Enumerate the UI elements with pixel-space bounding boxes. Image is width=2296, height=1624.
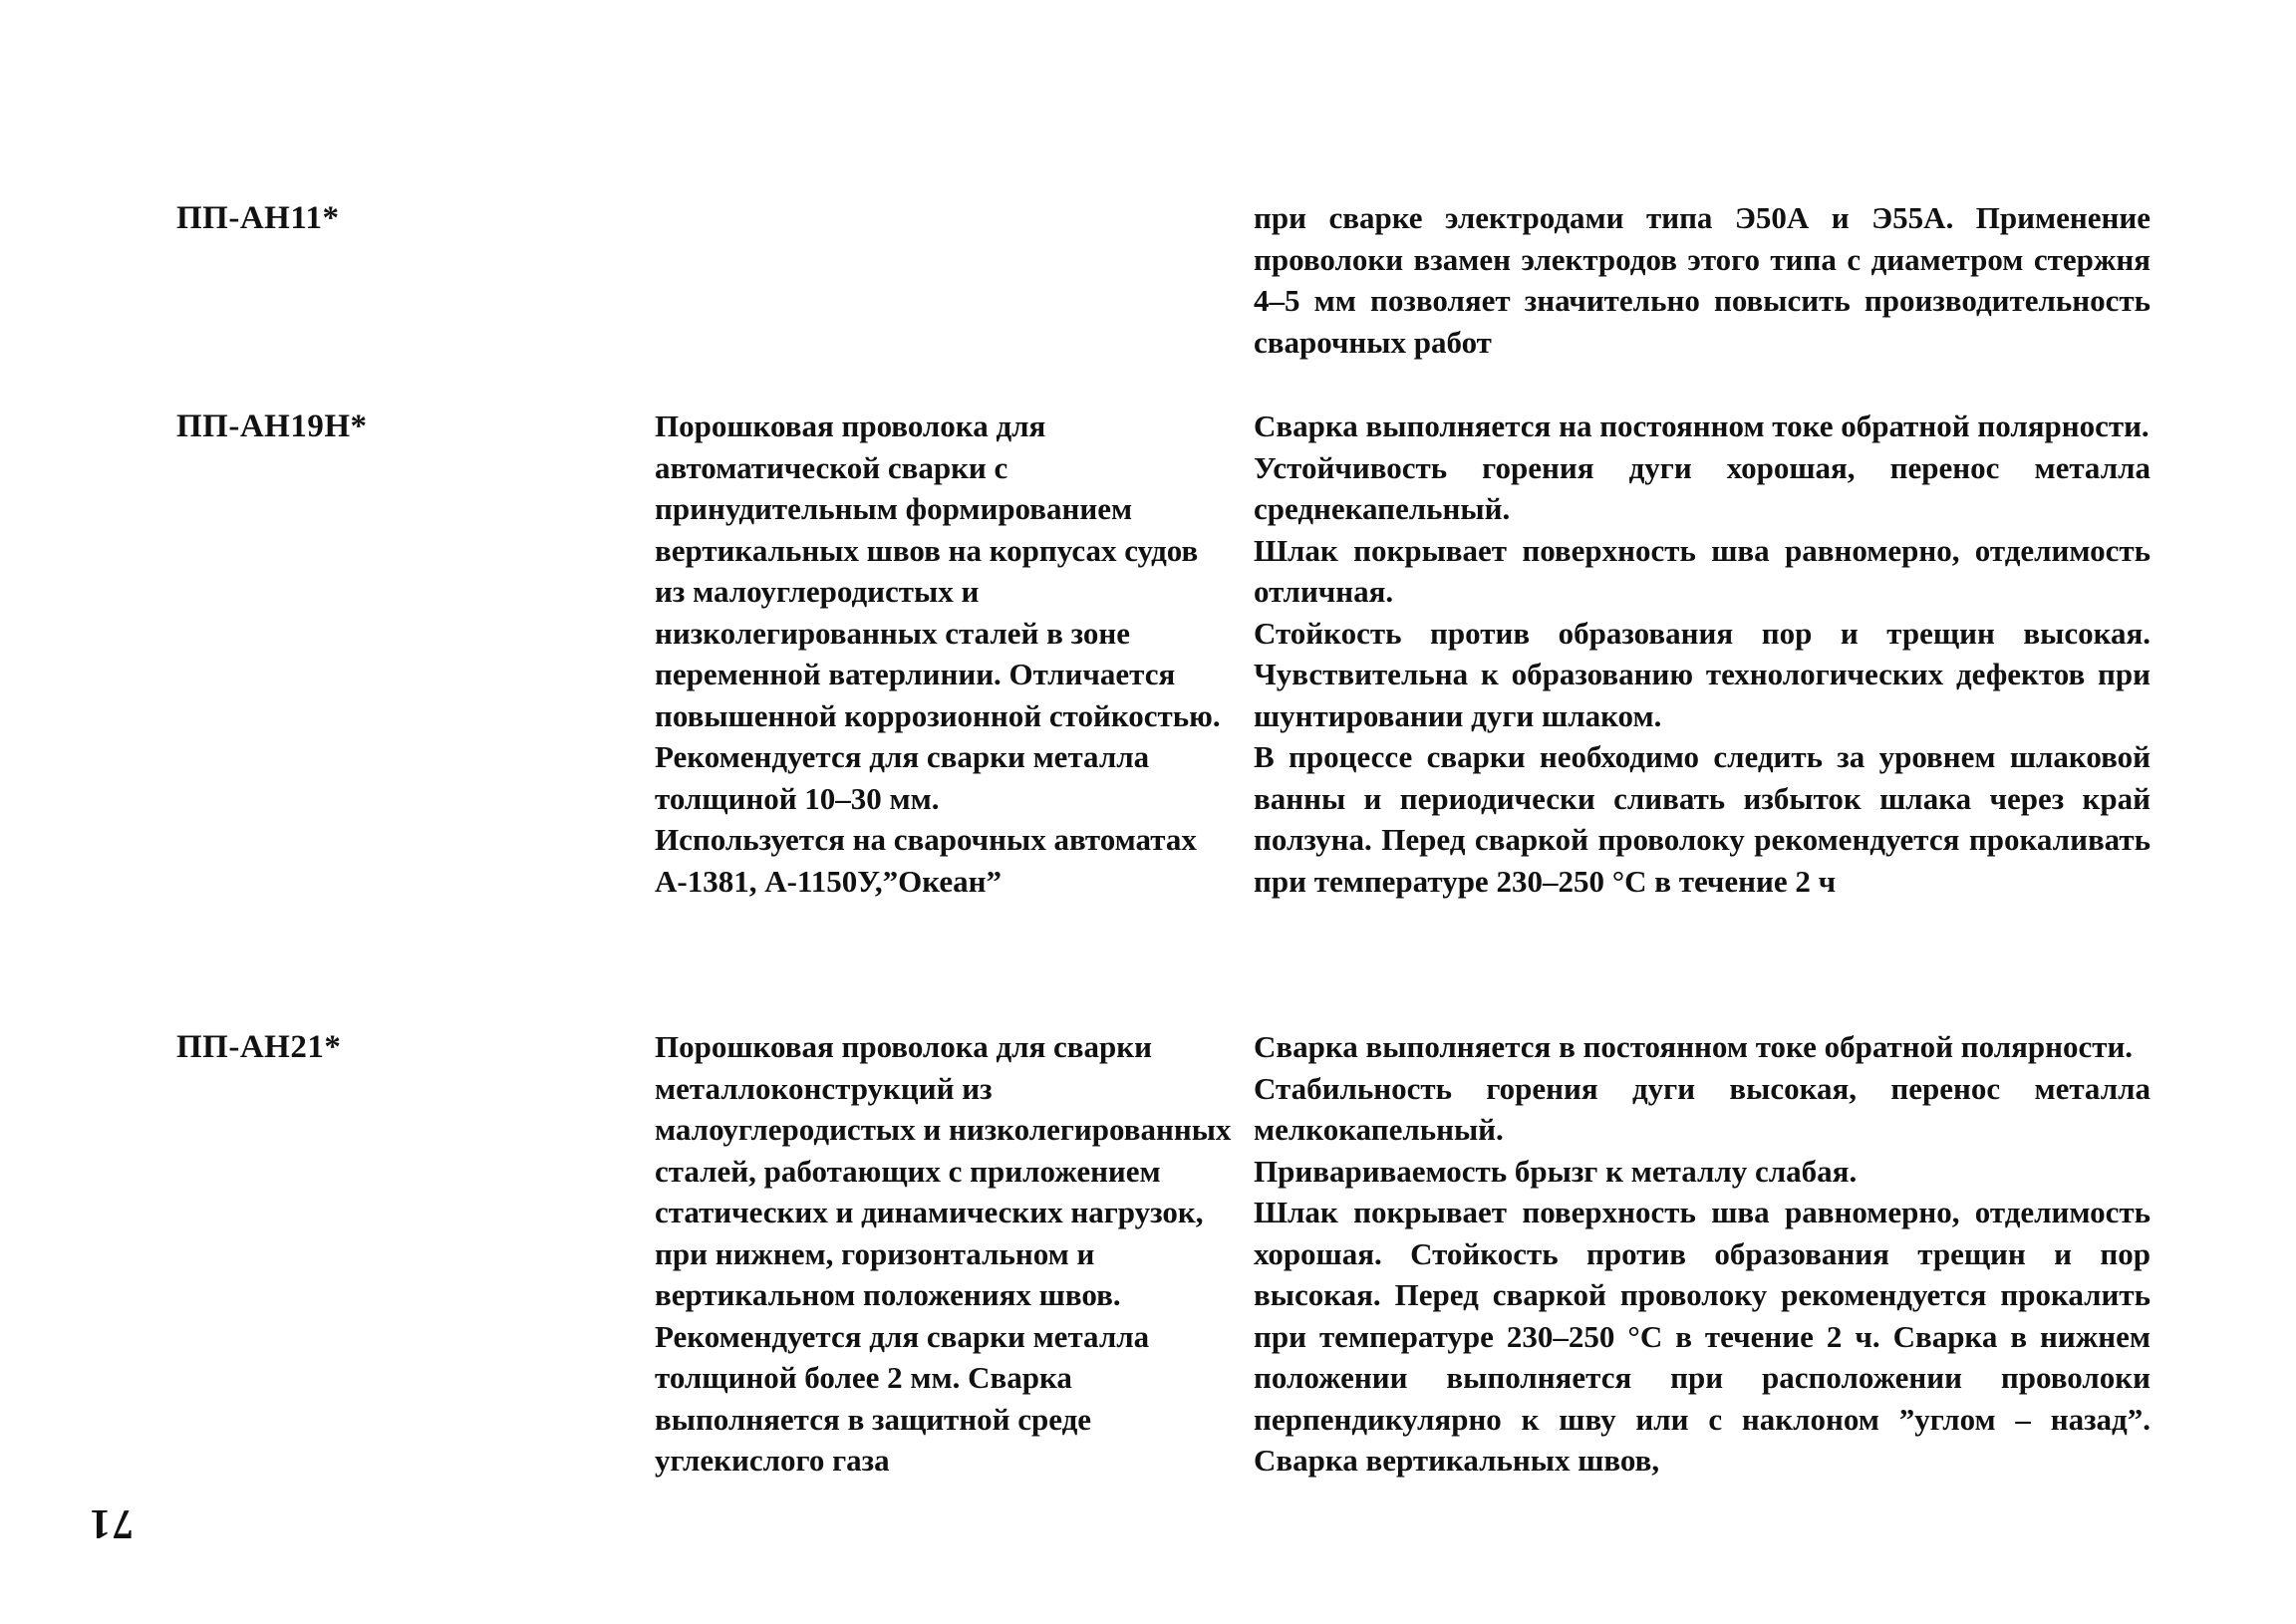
note-paragraph: Сварка выполняется в постоянном токе обратной полярности. (1254, 1029, 2134, 1064)
description-paragraph: Рекомендуется для сварки металла толщиной более 2 мм. Сварка выполняется в защитной среде углекислого газа (655, 1318, 1150, 1478)
note-paragraph: Сварка выполняется на постоянном токе обратной полярности. (1254, 408, 2150, 443)
description-paragraph: Рекомендуется для сварки металла толщиной 10–30 мм. (655, 739, 1150, 816)
notes-cell (1254, 406, 2151, 902)
description-paragraph: Порошковая проволока для сварки металлоконструкций из малоуглеродистых и низколегированных сталей, работающих с приложением статических и динамических нагрузок, при нижнем, горизонтальном и вертикальном положениях швов. (655, 1029, 1232, 1312)
note-paragraph: Устойчивость горения дуги хорошая, перенос металла среднекапельный. (1254, 449, 2151, 526)
notes-cell (1254, 197, 2151, 363)
note-paragraph: при сварке электродами типа Э50А и Э55А. Применение проволоки взамен электродов этого типа с диаметром стержня 4–5 мм позволяет значительно повысить производительность сварочных работ (1254, 200, 2151, 360)
wire-grade: ПП-АН21* (176, 1029, 342, 1065)
description-paragraph: Используется на сварочных автоматах А-1381, А-1150У,”Океан” (655, 822, 1197, 899)
note-paragraph: Шлак покрывает поверхность шва равномерно, отделимость отличная. (1254, 532, 2151, 609)
description-cell (655, 1026, 1233, 1482)
description-cell (655, 406, 1233, 902)
note-paragraph: Шлак покрывает поверхность шва равномерно, отделимость хорошая. Стойкость против образования трещин и пор высокая. Перед сваркой проволоку рекомендуется прокалить при температуре 230–250 °С в течение 2 ч. Сварка в нижнем положении выполняется при расположении проволоки перпендикулярно к шву или с наклоном ”углом – назад”. Сварка вертикальных швов, (1254, 1195, 2151, 1478)
note-paragraph: Стабильность горения дуги высокая, перенос металла мелкокапельный. (1254, 1070, 2151, 1147)
description-paragraph: Порошковая проволока для автоматической сварки с принудительным формированием вертикальных швов на корпусах судов из малоуглеродистых и низколегированных сталей в зоне переменной ватерлинии. Отличается повышенной коррозионной стойкостью. (655, 408, 1221, 733)
note-paragraph: В процессе сварки необходимо следить за уровнем шлаковой ванны и периодически сливать избыток шлака через край ползуна. Перед сваркой проволоку рекомендуется прокаливать при температуре 230–250 °С в течение 2 ч (1254, 739, 2151, 899)
wire-grade: ПП-АН19Н* (176, 408, 368, 444)
page-number: 71 (88, 1500, 134, 1546)
notes-cell (1254, 1026, 2151, 1482)
note-paragraph: Стойкость против образования пор и трещин высокая. Чувствительна к образованию технологических дефектов при шунтировании дуги шлаком. (1254, 615, 2151, 733)
note-paragraph: Привариваемость брызг к металлу слабая. (1254, 1153, 1858, 1189)
wire-grade: ПП-АН11* (176, 200, 340, 236)
